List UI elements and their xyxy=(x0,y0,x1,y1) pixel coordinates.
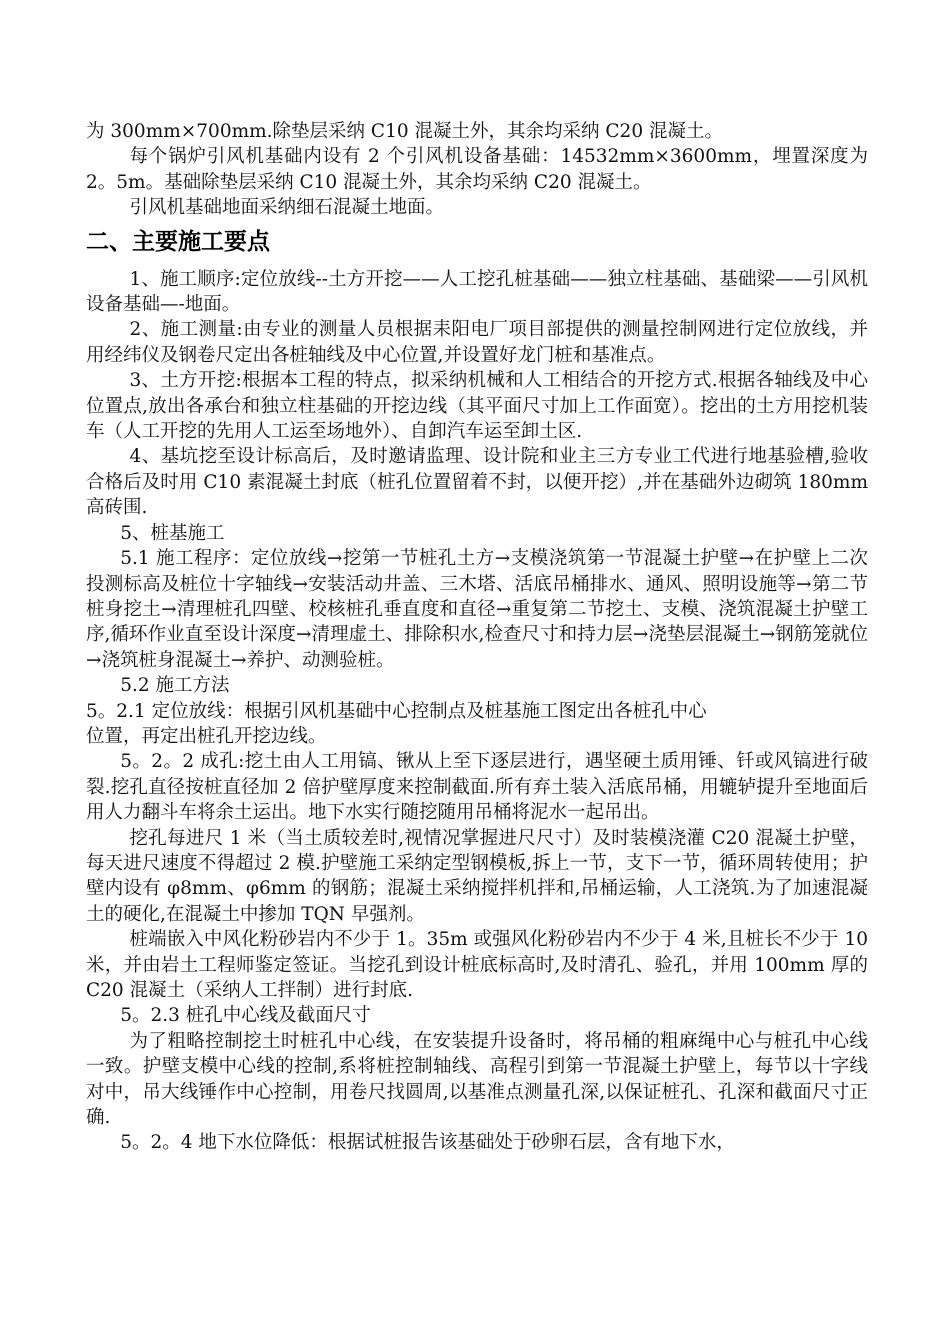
paragraph-hole-forming: 5。2。2 成孔:挖土由人工用镐、锹从上至下逐层进行，遇坚硬土质用锤、钎或风镐进行破裂.挖孔直径按桩直径加 2 倍护壁厚度来控制截面.所有弃土装入活底吊桶，用辘轳提升至地面后用人力翻斗车将余土运出。地下水实行随挖随用吊桶将泥水一起吊出。 xyxy=(86,751,868,824)
paragraph-retaining-wall: 挖孔每进尺 1 米（当土质较差时,视情况掌握进尺尺寸）及时装模浇灌 C20 混凝土护壁，每天进尺速度不得超过 2 模.护壁施工采纳定型钢模板,拆上一节，支下一节，循环周转使用；护壁内设有 φ8mm、φ6mm 的钢筋；混凝土采纳搅拌机拌和,吊桶运输，人工浇筑.为了加速混凝土的硬化,在混凝土中掺加 TQN 早强剂。 xyxy=(86,827,868,925)
paragraph-foundation-inspection: 4、基坑挖至设计标高后，及时邀请监理、设计院和业主三方专业工代进行地基验槽,验收合格后及时用 C10 素混凝土封底（桩孔位置留着不封，以便开挖）,并在基础外边砌筑 180mm 高砖围. xyxy=(86,446,868,519)
subheading-construction-method: 5.2 施工方法 xyxy=(120,675,230,697)
paragraph-groundwater-lowering: 5。2。4 地下水位降低：根据试桩报告该基础处于砂卵石层，含有地下水， xyxy=(120,1132,735,1154)
paragraph-construction-procedure: 5.1 施工程序：定位放线→挖第一节桩孔土方→支模浇筑第一节混凝土护壁→在护壁上二次投测标高及桩位十字轴线→安装活动井盖、三木塔、活底吊桶排水、通风、照明设施等→第二节桩身挖土→清理桩孔四壁、校核桩孔垂直度和直径→重复第二节挖土、支模、浇筑混凝土护壁工序,循环作业直至设计深度→清理虚土、排除积水,检查尺寸和持力层→浇垫层混凝土→钢筋笼就位→浇筑桩身混凝土→养护、动测验桩。 xyxy=(86,548,868,671)
paragraph-positioning-line-b: 位置，再定出桩孔开挖边线。 xyxy=(86,725,327,747)
paragraph-earthwork: 3、土方开挖:根据本工程的特点，拟采纳机械和人工相结合的开挖方式.根据各轴线及中心位置点,放出各承台和独立柱基础的开挖边线（其平面尺寸加上工作面宽）。挖出的土方用挖机装车（人工开挖的先用人工运至场地外）、自卸汽车运至卸土区. xyxy=(86,370,868,443)
paragraph-ground-floor: 引风机基础地面采纳细石混凝土地面。 xyxy=(129,197,444,219)
paragraph-fan-equipment-foundation: 每个锅炉引风机基础内设有 2 个引风机设备基础：14532mm×3600mm，埋置深度为 2。5m。基础除垫层采纳 C10 混凝土外，其余均采纳 C20 混凝土。 xyxy=(86,146,868,193)
section-heading: 二、主要施工要点 xyxy=(86,228,270,255)
paragraph-construction-sequence: 1、施工顺序:定位放线--土方开挖——人工挖孔桩基础——独立柱基础、基础梁——引风机设备基础—-地面。 xyxy=(86,268,868,316)
paragraph-centerline-control: 为了粗略控制挖土时桩孔中心线，在安装提升设备时，将吊桶的粗麻绳中心与桩孔中心线一致。护壁支模中心线的控制,系将桩控制轴线、高程引到第一节混凝土护壁上，每节以十字线对中，吊大线锤作中心控制，用卷尺找圆周,以基准点测量孔深,以保证桩孔、孔深和截面尺寸正确. xyxy=(86,1030,868,1129)
document-body xyxy=(86,119,868,1156)
paragraph-foundation-beam: 为 300mm×700mm.除垫层采纳 C10 混凝土外，其余均采纳 C20 混凝土。 xyxy=(86,121,723,142)
paragraph-construction-survey: 2、施工测量:由专业的测量人员根据耒阳电厂项目部提供的测量控制网进行定位放线，并用经纬仪及钢卷尺定出各桩轴线及中心位置,并设置好龙门桩和基准点。 xyxy=(86,319,868,366)
subheading-pile-construction: 5、桩基施工 xyxy=(120,522,225,544)
paragraph-positioning-line-a: 5。2.1 定位放线：根据引风机基础中心控制点及桩基施工图定出各桩孔中心 xyxy=(86,700,707,722)
paragraph-pile-end: 桩端嵌入中风化粉砂岩内不少于 1。35m 或强风化粉砂岩内不少于 4 米,且桩长不少于 10 米，并由岩土工程师鉴定签证。当挖孔到设计桩底标高时,及时清孔、验孔，并用 100mm 厚的C20 混凝土（采纳人工拌制）进行封底. xyxy=(86,929,868,1001)
subheading-centerline-section: 5。2.3 桩孔中心线及截面尺寸 xyxy=(120,1005,371,1027)
